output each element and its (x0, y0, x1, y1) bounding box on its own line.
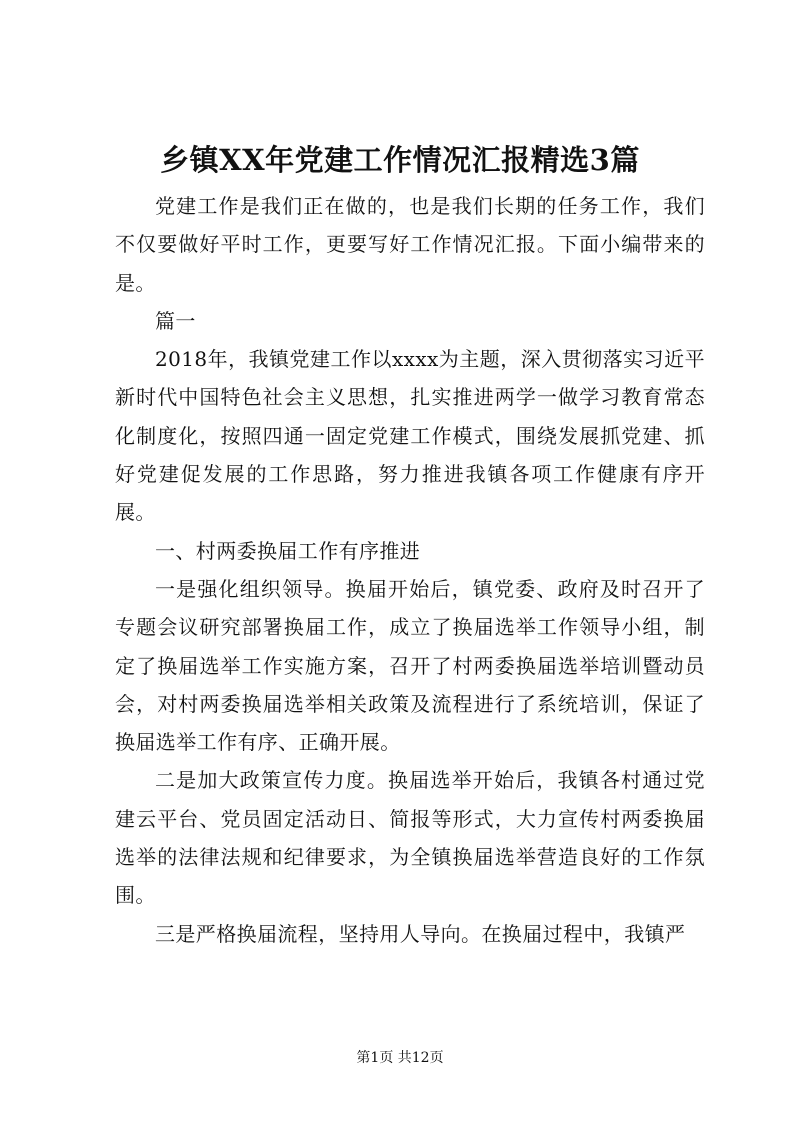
document-title: 乡镇XX年党建工作情况汇报精选3篇 (160, 143, 640, 177)
paragraph-organization-leadership: 一是强化组织领导。换届开始后，镇党委、政府及时召开了专题会议研究部署换届工作，成立了换届选举工作领导小组，制定了换届选举工作实施方案，召开了村两委换届选举培训暨动员会，对村两委换届选举相关政策及流程进行了系统培训，保证了换届选举工作有序、正确开展。 (115, 576, 705, 755)
paragraph-election-process: 三是严格换届流程，坚持用人导向。在换届过程中，我镇严 (155, 921, 686, 946)
intro-paragraph: 党建工作是我们正在做的，也是我们长期的任务工作，我们不仅要做好平时工作，更要写好工作情况汇报。下面小编带来的是。 (115, 194, 705, 295)
document-body (115, 187, 705, 953)
summary-paragraph: 2018年，我镇党建工作以xxxx为主题，深入贯彻落实习近平新时代中国特色社会主义思想，扎实推进两学一做学习教育常态化制度化，按照四通一固定党建工作模式，围绕发展抓党建、抓好党建促发展的工作思路，努力推进我镇各项工作健康有序开展。 (115, 347, 705, 525)
paragraph-policy-publicity: 二是加大政策宣传力度。换届选举开始后，我镇各村通过党建云平台、党员固定活动日、简报等形式，大力宣传村两委换届选举的法律法规和纪律要求，为全镇换届选举营造良好的工作氛围。 (115, 768, 705, 908)
page-footer: 第1页 共12页 (356, 1050, 444, 1066)
section-label-part-one: 篇一 (155, 308, 196, 333)
section-heading-election: 一、村两委换届工作有序推进 (155, 538, 421, 563)
